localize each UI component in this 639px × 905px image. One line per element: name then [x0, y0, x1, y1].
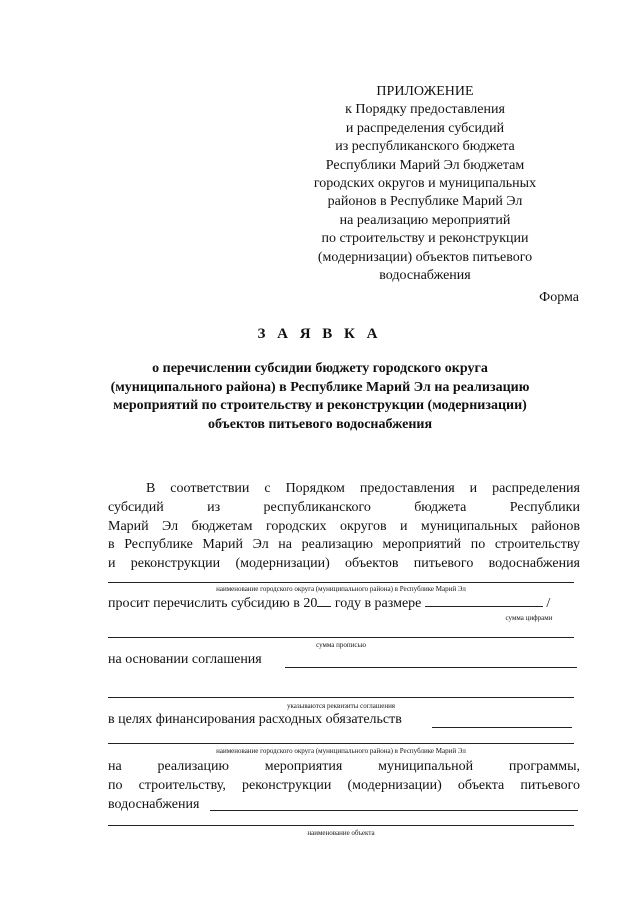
intro-word: субсидий	[108, 499, 164, 515]
request-row	[108, 596, 550, 612]
intro-word: из	[207, 499, 221, 515]
agreement-row	[108, 652, 262, 668]
amount-words-caption: сумма прописью	[316, 641, 366, 649]
program-paragraph	[108, 758, 580, 814]
object-field[interactable]	[210, 810, 578, 811]
municipality-field-1[interactable]	[108, 582, 574, 583]
intro-line	[108, 480, 580, 499]
intro-line: и реконструкции (модернизации) объектов питьевого водоснабжения	[108, 556, 580, 572]
annex-line: и распределения субсидий	[345, 120, 505, 136]
document-title: З А Я В К А	[257, 326, 382, 342]
program-line	[108, 796, 580, 815]
amount-digits-caption: сумма цифрами	[505, 614, 553, 622]
program-word: на	[108, 759, 122, 774]
intro-text: В соответствии с Порядком предоставления и распределения	[146, 481, 580, 496]
annex-line: по строительству и реконструкции	[321, 231, 529, 247]
intro-line: Марий Эл бюджетам городских округов и муниципальных районов	[108, 518, 580, 534]
amount-words-field[interactable]	[108, 637, 574, 638]
annex-line: районов в Республике Марий Эл	[327, 194, 523, 210]
obligations-field[interactable]	[432, 727, 572, 728]
subtitle-line: объектов питьевого водоснабжения	[207, 416, 433, 432]
request-text-a: просит перечислить субсидию в 20	[108, 596, 318, 611]
agreement-details-field[interactable]	[108, 697, 574, 698]
annex-line: водоснабжения	[379, 268, 471, 284]
program-word: мероприятия	[264, 759, 343, 774]
municipality-caption-1: наименование городского округа (муниципального района) в Республике Марий Эл	[216, 585, 466, 593]
obligations-row	[108, 712, 402, 728]
year-field[interactable]	[317, 606, 331, 607]
document-subtitle	[100, 360, 540, 434]
intro-line: в Республике Марий Эл на реализацию мероприятий по строительству	[108, 537, 580, 553]
program-word: реализацию	[157, 759, 229, 774]
program-line: по строительству, реконструкции (модернизации) объекта питьевого	[108, 777, 580, 793]
request-text-b: году в размере	[331, 596, 425, 611]
municipality-field-2[interactable]	[108, 743, 574, 744]
intro-paragraph	[108, 480, 580, 574]
annex-line: ПРИЛОЖЕНИЕ	[376, 84, 474, 99]
agreement-label: на основании соглашения	[108, 652, 262, 667]
annex-line: из республиканского бюджета	[335, 139, 515, 155]
amount-digits-field[interactable]	[425, 606, 543, 607]
program-word: программы,	[508, 759, 580, 774]
annex-line: Республики Марий Эл бюджетам	[325, 157, 525, 173]
subtitle-line: мероприятий по строительству и реконструкции (модернизации)	[113, 398, 527, 414]
form-label: Форма	[539, 290, 579, 305]
subtitle-line: о перечислении субсидии бюджету городского округа	[152, 361, 488, 376]
object-name-field[interactable]	[108, 825, 574, 826]
annex-line: городских округов и муниципальных	[313, 176, 537, 192]
annex-block	[290, 83, 560, 285]
municipality-caption-2: наименование городского округа (муниципального района) в Республике Марий Эл	[216, 747, 466, 755]
intro-line	[108, 499, 580, 518]
intro-word: Республики	[509, 499, 580, 515]
intro-word: республиканского	[263, 499, 371, 515]
agreement-details-caption: указываются реквизиты соглашения	[286, 702, 396, 710]
object-name-caption: наименование объекта	[307, 829, 375, 837]
agreement-field[interactable]	[285, 667, 577, 668]
annex-line: на реализацию мероприятий	[339, 212, 511, 228]
annex-line: (модернизации) объектов питьевого	[317, 249, 533, 265]
request-slash: /	[546, 596, 551, 611]
intro-word: бюджета	[414, 499, 467, 515]
program-text: водоснабжения	[108, 796, 200, 812]
annex-line: к Порядку предоставления	[345, 102, 505, 118]
program-line	[108, 758, 580, 777]
obligations-label: в целях финансирования расходных обязательств	[108, 712, 402, 727]
program-word: муниципальной	[378, 759, 474, 774]
subtitle-line: (муниципального района) в Республике Марий Эл на реализацию	[110, 379, 530, 395]
